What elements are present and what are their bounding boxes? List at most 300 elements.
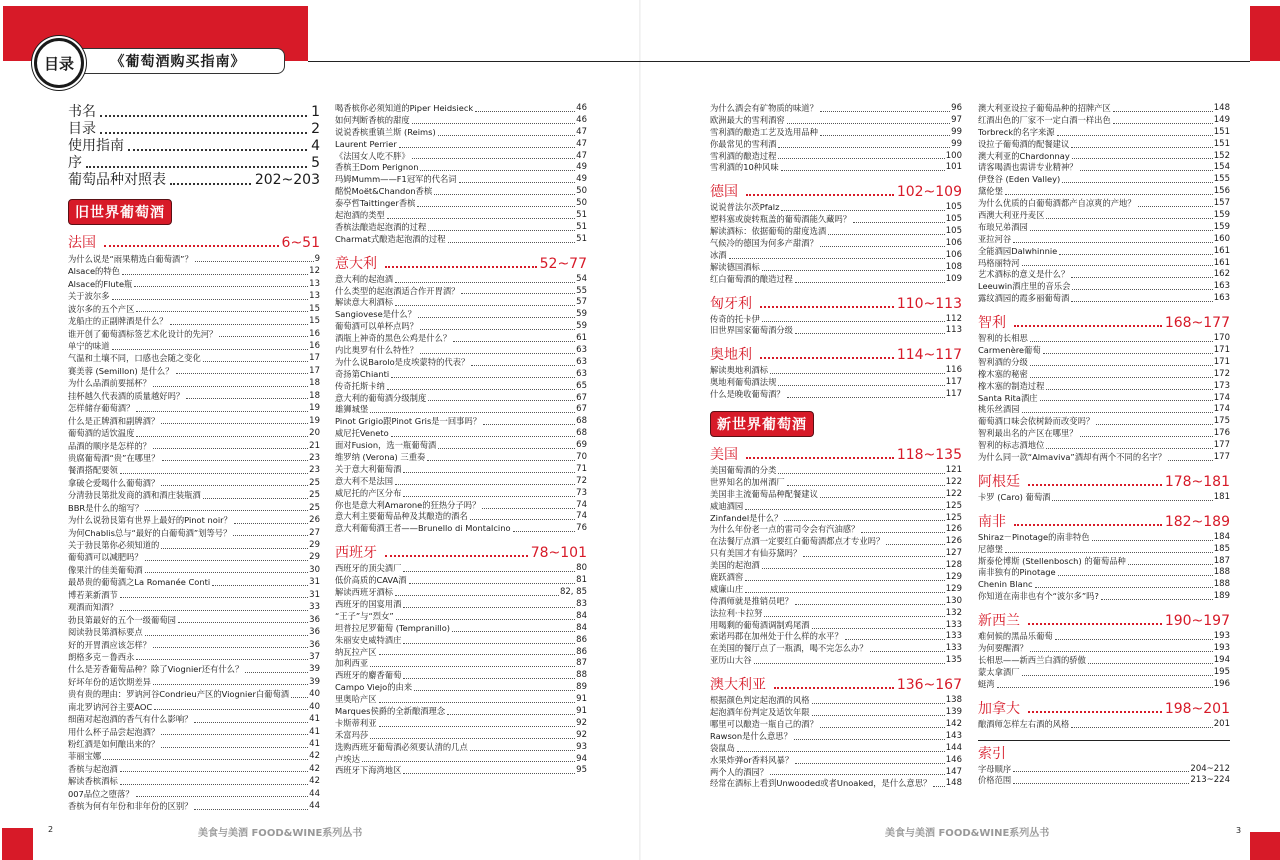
toc-entry: [68, 775, 320, 787]
dot-leader: [1013, 771, 1189, 772]
entry-title: 选购西班牙葡萄酒必须要认清的几点: [335, 741, 468, 752]
toc-entry: [710, 325, 962, 337]
dot-leader: [234, 523, 308, 524]
dot-leader: [434, 194, 575, 195]
entry-title: 怎样储存葡萄酒？: [68, 403, 135, 414]
divider-rule: [978, 740, 1230, 741]
header-rule: [308, 61, 1250, 62]
entry-title: 橡木塞的秘密: [978, 368, 1028, 379]
toc-entry: [68, 751, 320, 763]
dot-leader: [770, 774, 945, 775]
page-number: 173: [1213, 380, 1230, 391]
page-number: 117: [945, 377, 962, 388]
page-number: 40: [309, 701, 320, 712]
toc-entry: [710, 274, 962, 286]
page-number: 21: [309, 440, 320, 451]
index-heading: 索引: [978, 745, 1006, 762]
entry-title: 泰亭哲Taittinger香槟: [335, 198, 416, 209]
toc-entry: [978, 115, 1230, 127]
page-number: 63: [576, 356, 587, 367]
dot-leader: [461, 293, 575, 294]
page-number: 37: [309, 651, 320, 662]
entry-title: 解读香槟酒标: [68, 776, 118, 787]
entry-title: 玛姆Mumm——F1冠军的代名词: [335, 174, 457, 185]
entry-title: 冰酒: [710, 249, 727, 260]
entry-title: 桃乐丝酒园: [978, 404, 1020, 415]
dot-leader: [403, 472, 575, 473]
page-number: 125: [945, 512, 962, 523]
dot-leader: [395, 595, 559, 596]
toc-entry: [335, 440, 587, 452]
page-number: 177: [1213, 452, 1230, 463]
toc-entry: [710, 778, 962, 790]
entry-title: 为何要醒酒？: [978, 643, 1028, 654]
entry-title: 香槟与起泡酒: [68, 763, 118, 774]
entry-title: Campo Viejo的由来: [335, 682, 413, 693]
toc-entry: [978, 333, 1230, 345]
toc-entry: [335, 682, 587, 694]
footer-red-block-left: [2, 828, 33, 860]
dot-leader: [997, 687, 1213, 688]
toc-entry: [710, 548, 962, 560]
toc-entry: [335, 274, 587, 286]
toc-entry: [978, 404, 1230, 416]
region-group-badge: 新世界葡萄酒: [710, 411, 814, 437]
toc-entry: [710, 572, 962, 584]
toc-entry: [68, 651, 320, 663]
entry-title: 斯泰伦博斯 (Stellenbosch) 的葡萄品种: [978, 555, 1126, 566]
page-number: 170: [1213, 333, 1230, 344]
page-number: 82, 85: [559, 587, 587, 598]
toc-entry: [335, 599, 587, 611]
dot-leader: [178, 622, 308, 623]
entry-title: 玛格丽特河: [978, 257, 1020, 268]
dot-leader: [820, 246, 945, 247]
entry-title: 雪利酒的10种风味: [710, 162, 779, 173]
dot-leader: [194, 722, 308, 723]
entry-title: 为何Chablis总与“最好的白葡萄酒”划等号？: [68, 527, 232, 538]
page-number: 187: [1213, 555, 1230, 566]
toc-column-3: [710, 103, 962, 790]
toc-entry: [335, 694, 587, 706]
toc-entry: [710, 584, 962, 596]
dot-leader: [233, 535, 308, 536]
toc-entry: [335, 754, 587, 766]
entry-title: BBR是什么的缩写？: [68, 502, 144, 513]
entry-title: 亚拉河谷: [978, 233, 1012, 244]
page-number: 16: [309, 328, 320, 339]
dot-leader: [470, 750, 575, 751]
page-number: 136~167: [896, 677, 962, 694]
page-number: 133: [945, 631, 962, 642]
page-number: 189: [1213, 591, 1230, 602]
toc-entry: [978, 643, 1230, 655]
dot-leader: [153, 386, 308, 387]
dot-leader: [1168, 460, 1213, 461]
country-section-heading: [978, 701, 1230, 717]
toc-entry: [710, 560, 962, 572]
page-number: 25: [309, 490, 320, 501]
country-section-heading: [978, 514, 1230, 530]
page-number: 121: [945, 465, 962, 476]
page-number: 2: [311, 121, 320, 137]
toc-entry: [68, 564, 320, 576]
page-number: 61: [576, 333, 587, 344]
page-number: 195: [1213, 666, 1230, 677]
entry-title: 威尼托Veneto: [335, 428, 389, 439]
dot-leader: [746, 194, 894, 196]
toc-entry: [710, 127, 962, 139]
toc-entry: [68, 763, 320, 775]
dot-leader: [161, 734, 308, 735]
toc-entry: [710, 250, 962, 262]
toc-entry: [68, 315, 320, 327]
dot-leader: [475, 111, 575, 112]
toc-entry: [68, 415, 320, 427]
page-number: 188: [1213, 579, 1230, 590]
page-number: 122: [945, 488, 962, 499]
entry-title: 单宁的味道: [68, 341, 110, 352]
page-number: 36: [309, 614, 320, 625]
page-number: 184: [1213, 531, 1230, 542]
page-number: 4: [311, 138, 320, 154]
page-number: 23: [309, 465, 320, 476]
entry-title: 美国: [710, 447, 738, 464]
entry-title: 好坏年份的适饮期差异: [68, 676, 151, 687]
dot-leader: [781, 170, 945, 171]
page-number: 16: [309, 341, 320, 352]
page-number: 198~201: [1164, 700, 1230, 717]
toc-entry: [335, 512, 587, 524]
page-number: 42: [309, 763, 320, 774]
page-number: 72: [576, 475, 587, 486]
series-footer-right: 美食与美酒 FOOD&WINE系列丛书: [885, 828, 1050, 839]
entry-title: 香槟为何有年份和非年份的区别？: [68, 801, 193, 812]
dot-leader: [136, 796, 309, 797]
dot-leader: [291, 697, 308, 698]
dot-leader: [778, 147, 950, 148]
dot-leader: [420, 170, 575, 171]
front-matter-item: [68, 104, 320, 121]
dot-leader: [845, 639, 945, 640]
dot-leader: [409, 583, 576, 584]
page-number: 20: [309, 428, 320, 439]
page-number: 129: [945, 583, 962, 594]
dot-leader: [403, 607, 575, 608]
toc-entry: [710, 536, 962, 548]
toc-entry: [68, 265, 320, 277]
page-number: 147: [945, 766, 962, 777]
page-number: 132: [945, 607, 962, 618]
dot-leader: [387, 218, 575, 219]
toc-entry: [978, 198, 1230, 210]
toc-entry: [710, 477, 962, 489]
toc-entry: [335, 635, 587, 647]
entry-title: 香槟法酿造起泡酒的过程: [335, 221, 427, 232]
page-number: 112: [945, 313, 962, 324]
toc-entry: [335, 115, 587, 127]
toc-entry: [68, 788, 320, 800]
entry-title: 粉红酒是如何酿出来的？: [68, 739, 160, 750]
toc-entry: [68, 800, 320, 812]
toc-entry: [335, 647, 587, 659]
entry-title: 为什么说勃艮第有世界上最好的Pinot noir？: [68, 515, 232, 526]
dot-leader: [161, 747, 308, 748]
dot-leader: [1030, 341, 1213, 342]
dot-leader: [153, 684, 308, 685]
toc-entry: [978, 103, 1230, 115]
page-number: 93: [576, 741, 587, 752]
dot-leader: [770, 373, 945, 374]
entry-title: 气候冷的德国为何多产甜酒？: [710, 238, 818, 248]
toc-entry: [978, 127, 1230, 139]
page-number: 99: [951, 126, 962, 137]
toc-entry: [978, 345, 1230, 357]
dot-leader: [774, 687, 894, 689]
entry-title: 挂杯越久代表酒的质量越好吗？: [68, 390, 185, 401]
page-number: 151: [1213, 126, 1230, 137]
page-number: 18: [309, 390, 320, 401]
dot-leader: [1046, 448, 1212, 449]
page-number: 157: [1213, 198, 1230, 209]
entry-title: 雄狮城堡: [335, 404, 369, 415]
dot-leader: [104, 245, 279, 247]
entry-title: 只有美国才有仙芬黛吗？: [710, 548, 802, 559]
dot-leader: [812, 628, 945, 629]
entry-title: 意大利葡萄酒王者——Brunello di Montalcino: [335, 523, 511, 534]
entry-title: 为什么酒会有矿物质的味道？: [710, 102, 818, 113]
entry-title: 解读意大利酒标: [335, 297, 394, 308]
dot-leader: [145, 510, 308, 511]
page-number: 49: [576, 162, 587, 173]
entry-title: 雪利酒的酿造过程: [710, 150, 777, 161]
page-number: 188: [1213, 567, 1230, 578]
toc-entry: [68, 688, 320, 700]
entry-title: 博若莱新酒节: [68, 589, 118, 600]
page-number: 94: [576, 753, 587, 764]
page-number: 100: [945, 150, 962, 161]
page-number: 110~113: [896, 295, 962, 312]
page-number: 89: [576, 682, 587, 693]
entry-title: 西班牙下海湾地区: [335, 765, 402, 776]
entry-title: 细菌对起泡酒的香气有什么影响？: [68, 714, 193, 725]
entry-title: 南北罗讷河谷主要AOC: [68, 701, 153, 712]
toc-column-2: [335, 103, 587, 777]
dot-leader: [795, 604, 945, 605]
dot-leader: [1046, 218, 1212, 219]
toc-entry: [978, 679, 1230, 691]
dot-leader: [820, 497, 945, 498]
entry-title: 加拿大: [978, 700, 1020, 717]
entry-title: 解读奥地利酒标: [710, 365, 769, 376]
page-number: 125: [945, 500, 962, 511]
series-footer-left: 美食与美酒 FOOD&WINE系列丛书: [198, 828, 363, 839]
toc-entry: [68, 452, 320, 464]
page-number: 65: [576, 380, 587, 391]
entry-title: 智利: [978, 315, 1006, 332]
page-number: 78~101: [530, 545, 587, 562]
country-section-heading: [68, 235, 320, 251]
dot-leader: [120, 784, 308, 785]
page-number: 15: [309, 316, 320, 327]
toc-column-1: [68, 104, 320, 813]
entry-title: 什么是正牌酒和副牌酒？: [68, 415, 160, 426]
entry-title: 为什么品酒前要摇杯？: [68, 378, 151, 389]
entry-title: 长相思——新西兰白酒的骄傲: [978, 654, 1086, 665]
entry-title: 波尔多的五个产区: [68, 303, 135, 314]
entry-title: 红酒出色的厂家不一定白酒一样出色: [978, 114, 1111, 125]
toc-entry: [978, 579, 1230, 591]
dot-leader: [781, 210, 944, 211]
toc-entry: [335, 428, 587, 440]
page-number: 70: [576, 452, 587, 463]
toc-entry: [978, 556, 1230, 568]
page-number: 41: [309, 739, 320, 750]
entry-title: 雪利酒的酿造工艺及选用品种: [710, 126, 818, 137]
toc-entry: [68, 626, 320, 638]
toc-entry: [710, 262, 962, 274]
entry-title: 橡木塞的制造过程: [978, 380, 1045, 391]
entry-title: 索诺玛郡在加州处于什么样的水平？: [710, 631, 843, 642]
dot-leader: [452, 631, 575, 632]
page-number: 102~109: [896, 184, 962, 201]
toc-entry: [335, 488, 587, 500]
toc-entry: [978, 416, 1230, 428]
page-number: 138: [945, 695, 962, 706]
entry-title: Laurent Perrier: [335, 138, 397, 149]
toc-entry: [978, 174, 1230, 186]
entry-title: 观酒而知酒？: [68, 602, 118, 613]
entry-title: “王子”与“烈女”: [335, 610, 394, 621]
dot-leader: [513, 531, 576, 532]
toc-entry: [710, 365, 962, 377]
page-number: 25: [309, 502, 320, 513]
toc-entry: [335, 718, 587, 730]
dot-leader: [399, 147, 575, 148]
entry-title: 贵腐葡萄酒“贵”在哪里？: [68, 452, 160, 463]
page-number: 204~212: [1190, 763, 1230, 774]
page-number: 146: [945, 754, 962, 765]
dot-leader: [820, 135, 950, 136]
entry-title: 法国: [68, 235, 96, 251]
toc-entry: [68, 502, 320, 514]
entry-title: 阅读勃艮第酒标要点: [68, 627, 143, 638]
entry-title: 传奇托斯卡纳: [335, 380, 385, 391]
entry-title: 维罗纳 (Verona) 三重奏: [335, 452, 426, 463]
entry-title: 关于意大利葡萄酒: [335, 463, 402, 474]
toc-entry: [68, 514, 320, 526]
toc-entry: [710, 314, 962, 326]
page-number: 126: [945, 536, 962, 547]
entry-title: 喝香槟你必须知道的Piper Heidsieck: [335, 102, 474, 113]
entry-title: 法拉利·卡拉努: [710, 607, 763, 618]
entry-title: Pinot Grigio跟Pinot Gris是一回事吗？: [335, 416, 482, 427]
page-number: 50: [576, 198, 587, 209]
page-number: 122: [945, 476, 962, 487]
dot-leader: [1022, 265, 1213, 266]
dot-leader: [122, 274, 308, 275]
country-section-heading: [710, 184, 962, 200]
entry-title: 朗格多克－鲁西永: [68, 651, 135, 662]
page-number: 44: [309, 788, 320, 799]
toc-entry: [978, 210, 1230, 222]
dot-leader: [161, 485, 308, 486]
dot-leader: [219, 336, 308, 337]
page-fold: [639, 0, 641, 860]
dot-leader: [453, 341, 575, 342]
toc-entry: [710, 707, 962, 719]
dot-leader: [412, 123, 575, 124]
entry-title: 德国: [710, 184, 738, 201]
page-number: 17: [309, 365, 320, 376]
front-matter-item: [68, 121, 320, 138]
toc-entry: [978, 544, 1230, 556]
entry-title: 纳瓦拉产区: [335, 646, 377, 657]
dot-leader: [794, 739, 945, 740]
entry-title: 卢埃达: [335, 753, 360, 764]
page-number: 176: [1213, 428, 1230, 439]
page-number: 135: [945, 655, 962, 666]
country-section-heading: [710, 347, 962, 363]
entry-title: 蜓湾: [978, 678, 995, 689]
page-number: 41: [309, 714, 320, 725]
dot-leader: [1059, 254, 1213, 255]
toc-entry: [710, 115, 962, 127]
toc-entry: [710, 695, 962, 707]
entry-title: 布琅兄弟酒园: [978, 221, 1028, 232]
page-number: 97: [951, 114, 962, 125]
entry-title: 龙船庄的正副牌酒是什么？: [68, 316, 168, 327]
page-number: 86: [576, 634, 587, 645]
entry-title: Leeuwin酒庄里的音乐会: [978, 281, 1071, 292]
dot-leader: [391, 377, 575, 378]
entry-title: 南非: [978, 513, 1006, 530]
dot-leader: [1062, 182, 1213, 183]
entry-title: 香槟王Dom Perignon: [335, 162, 419, 173]
dot-leader: [395, 484, 575, 485]
dot-leader: [195, 261, 314, 262]
entry-title: 水果炸弹or香料风暴？: [710, 754, 794, 765]
toc-entry: [335, 333, 587, 345]
region-group-badge: 旧世界葡萄酒: [68, 199, 172, 225]
dot-leader: [1030, 377, 1213, 378]
toc-circle-badge: 目录: [34, 38, 84, 88]
entry-title: 赛美蓉 (Semillon) 是什么？: [68, 365, 174, 376]
page-number: 33: [309, 602, 320, 613]
entry-title: 美国的起泡酒: [710, 560, 760, 571]
page-number: 59: [576, 309, 587, 320]
entry-title: 葡萄酒可以减肥吗？: [68, 552, 143, 563]
page-number: 71: [576, 463, 587, 474]
dot-leader: [1035, 587, 1213, 588]
entry-title: 意大利的葡萄酒分级制度: [335, 392, 427, 403]
dot-leader: [403, 678, 575, 679]
page-number: 196: [1213, 678, 1230, 689]
entry-title: 西班牙: [335, 545, 377, 562]
dot-leader: [1096, 424, 1213, 425]
page-number: 162: [1213, 269, 1230, 280]
toc-entry: [335, 464, 587, 476]
page-number: 9: [314, 253, 320, 264]
dot-leader: [387, 389, 575, 390]
dot-leader: [1071, 301, 1212, 302]
toc-entry: [710, 501, 962, 513]
entry-title: 为什么说是“雨果精选白葡萄酒”？: [68, 253, 193, 264]
toc-entry: [335, 162, 587, 174]
page-number: 74: [576, 511, 587, 522]
entry-title: 如何判断香槟的甜度: [335, 114, 410, 125]
toc-entry: [978, 139, 1230, 151]
